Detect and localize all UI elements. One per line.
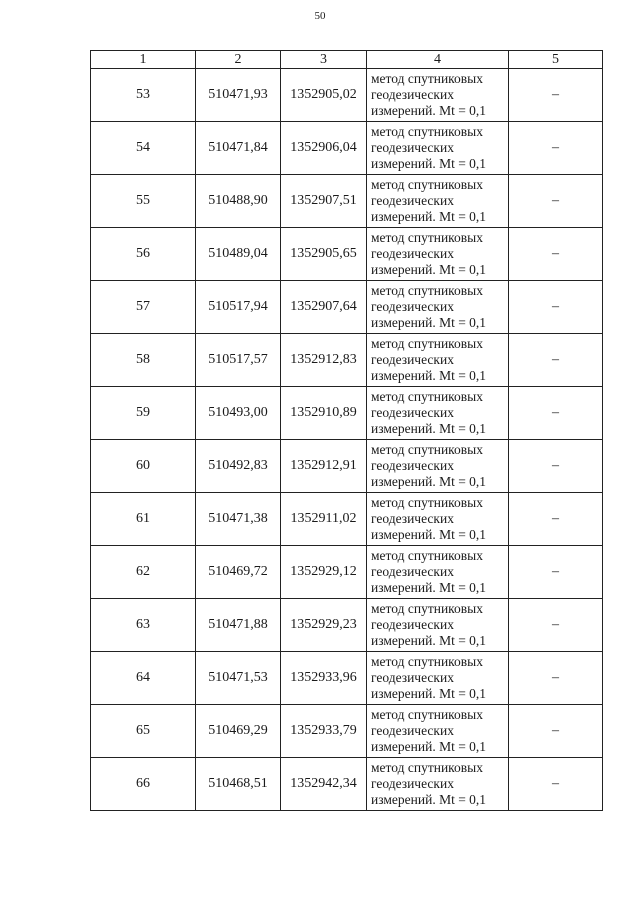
method-line: измерений. Mt = 0,1 [371,209,487,224]
coordinate-y: 1352942,34 [281,758,367,811]
method-line: геодезических [371,352,454,367]
column-5-value: – [509,705,603,758]
coordinate-y: 1352912,83 [281,334,367,387]
method-line: геодезических [371,458,454,473]
method-line: метод спутниковых [371,177,483,192]
method-line: геодезических [371,193,454,208]
method-line: геодезических [371,299,454,314]
coordinate-x: 510471,84 [196,122,281,175]
table-row [91,599,603,652]
point-number: 59 [91,387,196,440]
point-number: 53 [91,69,196,122]
method-line: измерений. Mt = 0,1 [371,633,487,648]
method-description [367,440,509,493]
method-description [367,652,509,705]
method-line: метод спутниковых [371,548,483,563]
method-line: метод спутниковых [371,124,483,139]
coordinate-y: 1352912,91 [281,440,367,493]
column-5-value: – [509,440,603,493]
method-line: измерений. Mt = 0,1 [371,156,487,171]
column-header-4: 4 [367,51,509,69]
point-number: 58 [91,334,196,387]
method-description [367,69,509,122]
coordinate-y: 1352911,02 [281,493,367,546]
method-line: измерений. Mt = 0,1 [371,686,487,701]
header-row [91,51,603,69]
method-line: метод спутниковых [371,230,483,245]
table-row [91,493,603,546]
point-number: 66 [91,758,196,811]
method-description [367,493,509,546]
column-header-1: 1 [91,51,196,69]
coordinate-x: 510517,94 [196,281,281,334]
method-line: измерений. Mt = 0,1 [371,580,487,595]
column-5-value: – [509,122,603,175]
method-line: метод спутниковых [371,336,483,351]
coordinate-y: 1352933,96 [281,652,367,705]
method-description [367,387,509,440]
table-body [91,69,603,811]
method-line: измерений. Mt = 0,1 [371,262,487,277]
table-row [91,281,603,334]
point-number: 64 [91,652,196,705]
point-number: 65 [91,705,196,758]
method-line: геодезических [371,776,454,791]
method-line: метод спутниковых [371,495,483,510]
coordinate-y: 1352907,64 [281,281,367,334]
coordinate-x: 510492,83 [196,440,281,493]
method-line: метод спутниковых [371,283,483,298]
column-header-5: 5 [509,51,603,69]
column-5-value: – [509,758,603,811]
table-row [91,440,603,493]
coordinate-y: 1352905,02 [281,69,367,122]
point-number: 62 [91,546,196,599]
table-row [91,69,603,122]
method-line: геодезических [371,87,454,102]
coordinate-x: 510469,29 [196,705,281,758]
point-number: 54 [91,122,196,175]
column-5-value: – [509,175,603,228]
table-row [91,228,603,281]
point-number: 61 [91,493,196,546]
method-description [367,546,509,599]
column-5-value: – [509,281,603,334]
table-row [91,546,603,599]
table-row [91,175,603,228]
method-line: геодезических [371,246,454,261]
method-line: измерений. Mt = 0,1 [371,792,487,807]
point-number: 56 [91,228,196,281]
method-line: метод спутниковых [371,707,483,722]
method-line: измерений. Mt = 0,1 [371,474,487,489]
page-number: 50 [314,10,326,22]
table-row [91,705,603,758]
method-line: геодезических [371,405,454,420]
table-row [91,652,603,705]
method-line: метод спутниковых [371,442,483,457]
method-line: метод спутниковых [371,654,483,669]
method-line: измерений. Mt = 0,1 [371,421,487,436]
column-5-value: – [509,546,603,599]
point-number: 60 [91,440,196,493]
method-description [367,758,509,811]
coordinate-y: 1352929,23 [281,599,367,652]
column-5-value: – [509,652,603,705]
point-number: 63 [91,599,196,652]
method-description [367,175,509,228]
coordinate-x: 510489,04 [196,228,281,281]
column-5-value: – [509,599,603,652]
column-header-3: 3 [281,51,367,69]
table-row [91,334,603,387]
column-5-value: – [509,334,603,387]
column-5-value: – [509,493,603,546]
method-line: измерений. Mt = 0,1 [371,527,487,542]
column-5-value: – [509,228,603,281]
method-line: метод спутниковых [371,601,483,616]
method-line: геодезических [371,511,454,526]
coordinate-x: 510493,00 [196,387,281,440]
method-line: геодезических [371,670,454,685]
coordinate-x: 510488,90 [196,175,281,228]
coordinate-y: 1352906,04 [281,122,367,175]
column-5-value: – [509,387,603,440]
method-description [367,705,509,758]
method-line: измерений. Mt = 0,1 [371,368,487,383]
method-line: измерений. Mt = 0,1 [371,103,487,118]
method-description [367,334,509,387]
coordinate-x: 510469,72 [196,546,281,599]
method-description [367,599,509,652]
coordinate-x: 510468,51 [196,758,281,811]
coordinate-y: 1352929,12 [281,546,367,599]
method-description [367,228,509,281]
method-line: измерений. Mt = 0,1 [371,739,487,754]
method-description [367,122,509,175]
point-number: 55 [91,175,196,228]
coordinate-x: 510471,38 [196,493,281,546]
coordinate-x: 510471,53 [196,652,281,705]
method-line: геодезических [371,140,454,155]
method-line: метод спутниковых [371,71,483,86]
method-line: метод спутниковых [371,389,483,404]
method-line: метод спутниковых [371,760,483,775]
table-row [91,387,603,440]
method-line: геодезических [371,564,454,579]
method-description [367,281,509,334]
coordinates-table [90,50,603,811]
coordinate-y: 1352933,79 [281,705,367,758]
coordinate-y: 1352910,89 [281,387,367,440]
coordinate-x: 510471,93 [196,69,281,122]
method-line: измерений. Mt = 0,1 [371,315,487,330]
method-line: геодезических [371,617,454,632]
column-header-2: 2 [196,51,281,69]
table-row [91,758,603,811]
table-header [91,51,603,69]
table-row [91,122,603,175]
column-5-value: – [509,69,603,122]
coordinate-y: 1352907,51 [281,175,367,228]
coordinate-y: 1352905,65 [281,228,367,281]
point-number: 57 [91,281,196,334]
method-line: геодезических [371,723,454,738]
coordinate-x: 510471,88 [196,599,281,652]
coordinate-x: 510517,57 [196,334,281,387]
